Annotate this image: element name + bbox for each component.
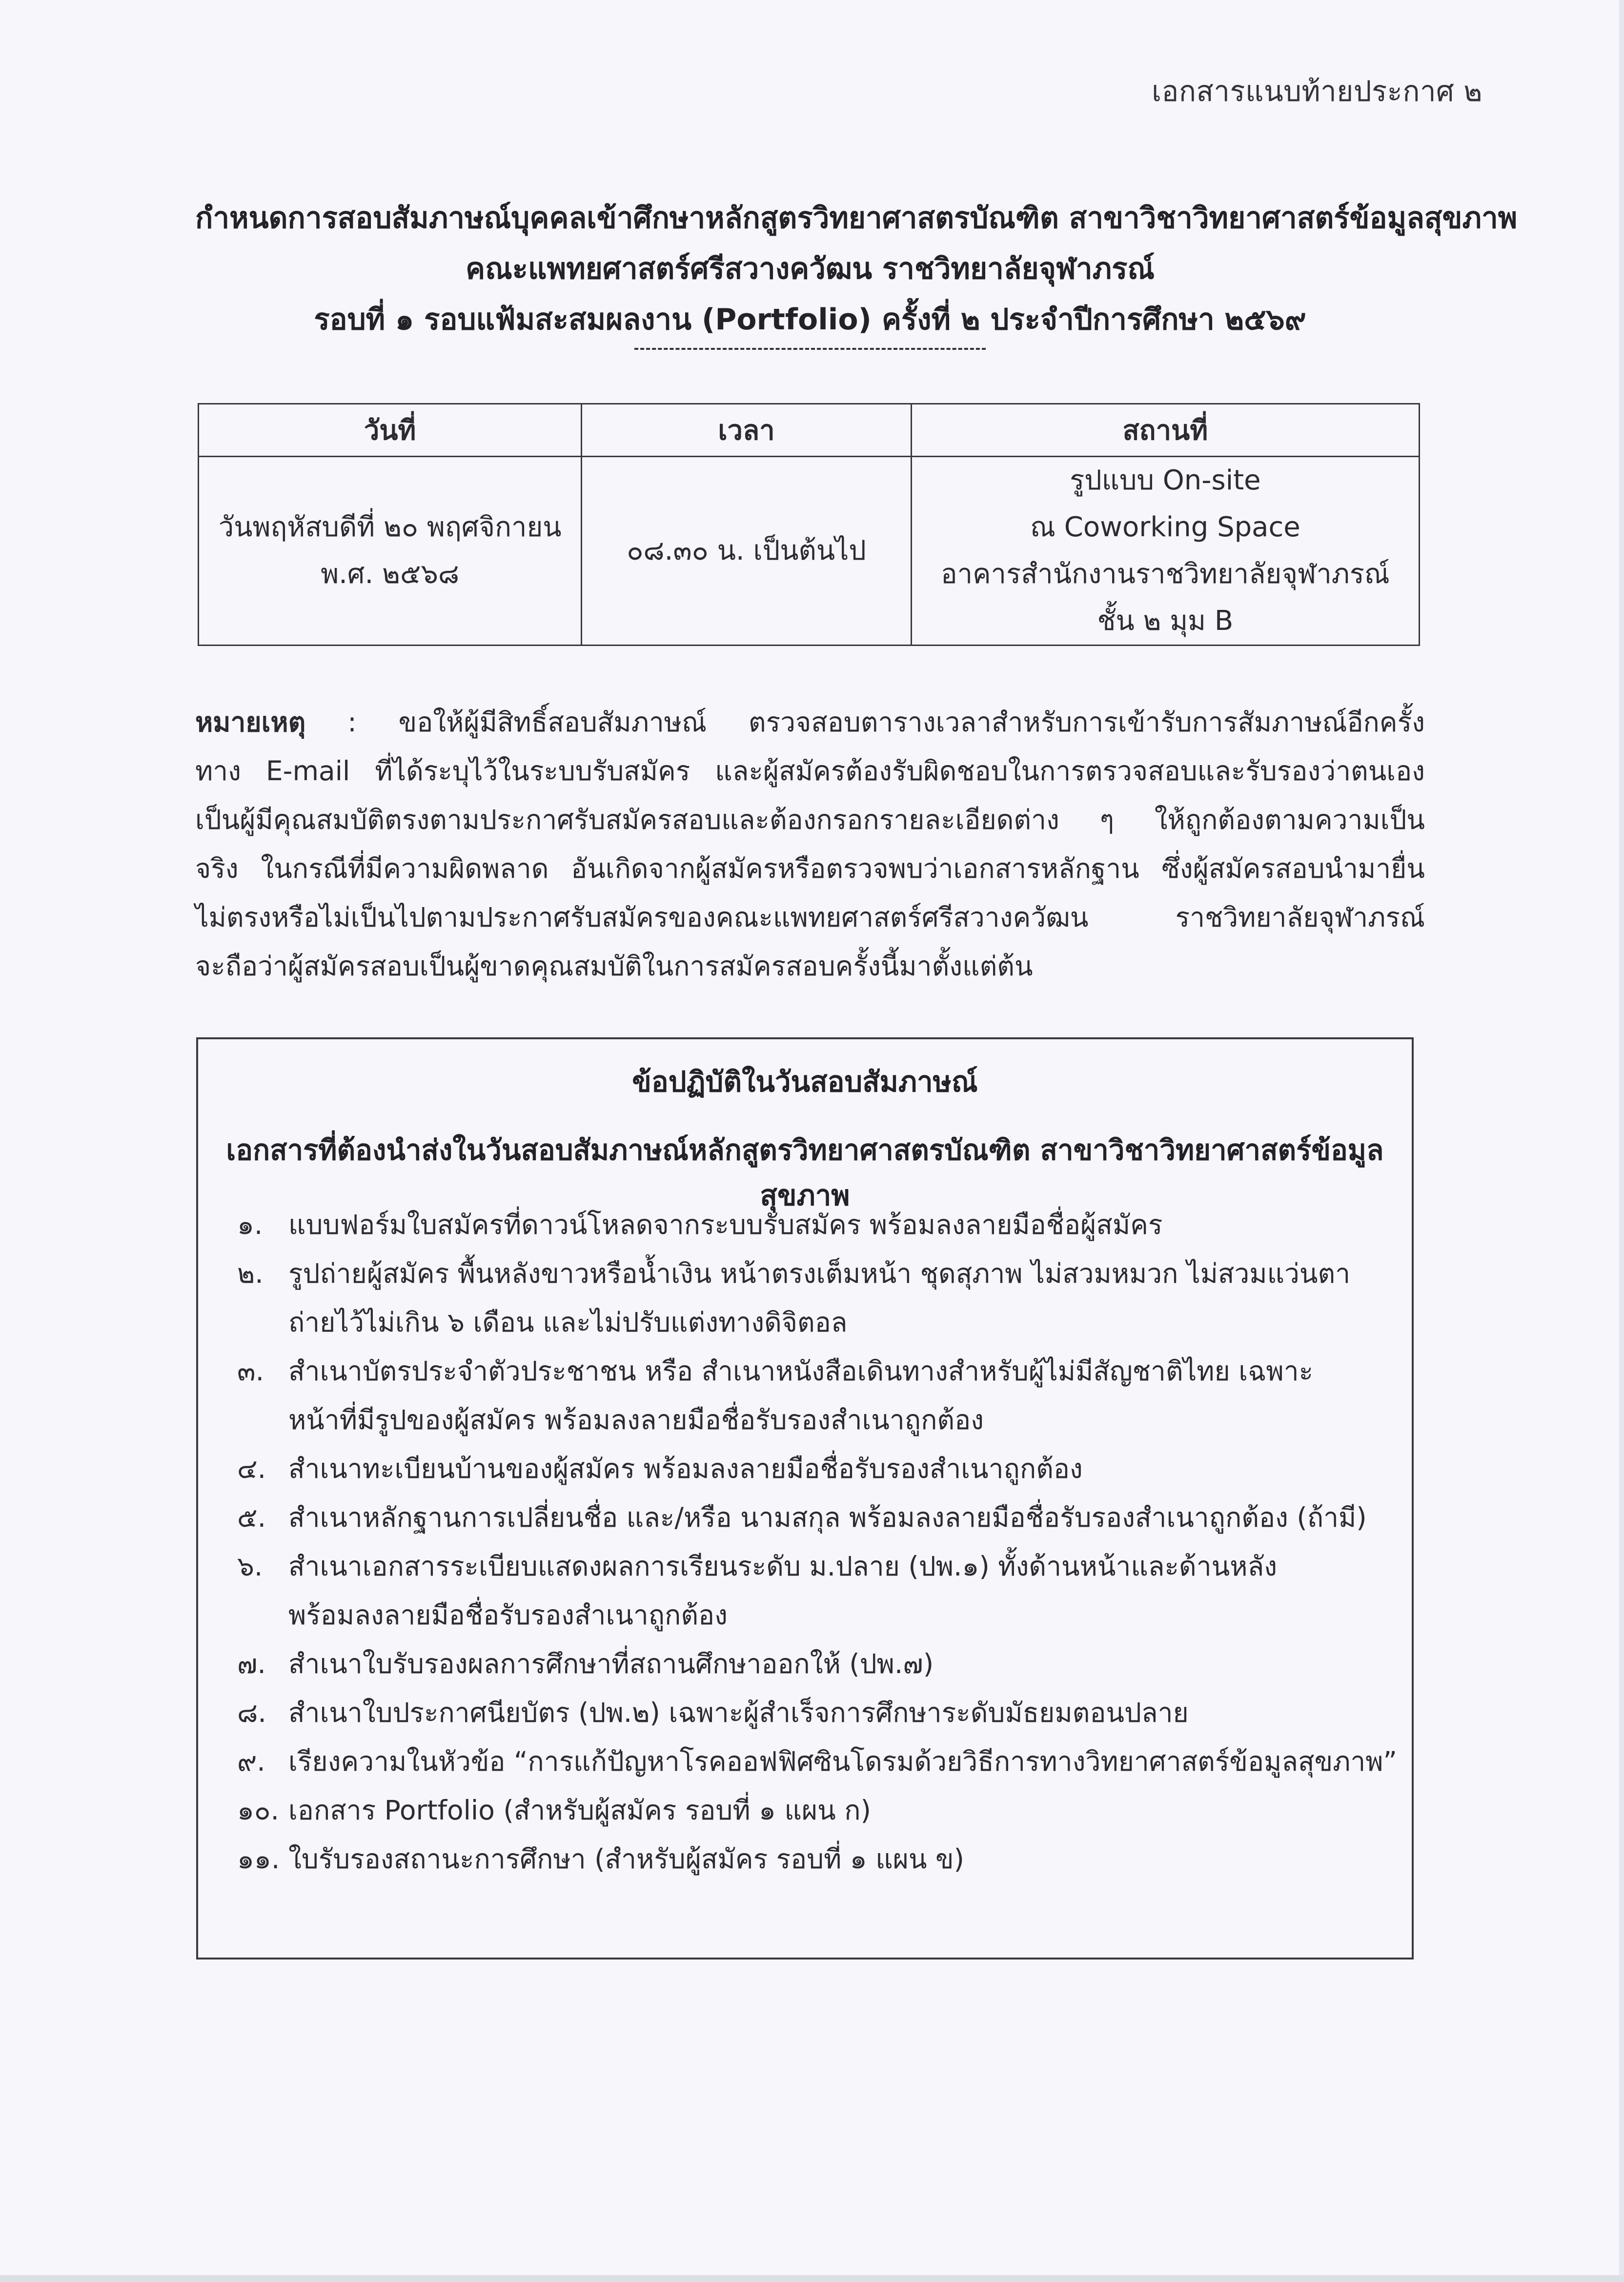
item-number: ๑๐. bbox=[237, 1795, 279, 1826]
item-number: ๑. bbox=[237, 1209, 263, 1240]
note-line-1-text: : ขอให้ผู้มีสิทธิ์สอบสัมภาษณ์ ตรวจสอบตารางเวลาสำหรับการเข้ารับการสัมภาษณ์อีกครั้ง bbox=[305, 707, 1425, 738]
documents-subheading: เอกสารที่ต้องนำส่งในวันสอบสัมภาษณ์หลักสูตรวิทยาศาสตรบัณฑิต สาขาวิชาวิทยาศาสตร์ข้อมูลสุขภาพ bbox=[226, 1133, 1384, 1212]
required-documents-list bbox=[237, 1200, 1399, 1883]
list-item bbox=[237, 1444, 1399, 1493]
date-line-2: พ.ศ. ๒๕๖๘ bbox=[321, 558, 460, 590]
item-number: ๔. bbox=[237, 1453, 266, 1484]
title-divider bbox=[634, 348, 986, 350]
document-title bbox=[195, 193, 1518, 350]
instructions-heading: ข้อปฏิบัติในวันสอบสัมภาษณ์ bbox=[632, 1065, 978, 1098]
list-item bbox=[237, 1835, 1399, 1883]
item-text-continued: พร้อมลงลายมือชื่อรับรองสำเนาถูกต้อง bbox=[288, 1599, 728, 1631]
header-venue: สถานที่ bbox=[911, 404, 1419, 457]
list-item bbox=[237, 1493, 1399, 1542]
schedule-table bbox=[198, 403, 1420, 646]
venue-line-3: อาคารสำนักงานราชวิทยาลัยจุฬาภรณ์ bbox=[941, 558, 1390, 590]
cell-time: ๐๘.๓๐ น. เป็นต้นไป bbox=[582, 457, 911, 646]
item-text: สำเนาหลักฐานการเปลี่ยนชื่อ และ/หรือ นามสกุล พร้อมลงลายมือชื่อรับรองสำเนาถูกต้อง (ถ้ามี) bbox=[288, 1502, 1367, 1533]
note-line-5: ไม่ตรงหรือไม่เป็นไปตามประกาศรับสมัครของคณะแพทยศาสตร์ศรีสวางควัฒน ราชวิทยาลัยจุฬาภรณ์ bbox=[195, 902, 1425, 933]
note-line-3: เป็นผู้มีคุณสมบัติตรงตามประกาศรับสมัครสอบและต้องกรอกรายละเอียดต่าง ๆ ให้ถูกต้องตามความเป็น bbox=[195, 804, 1425, 835]
instructions-box bbox=[196, 1037, 1414, 1959]
item-text: เอกสาร Portfolio (สำหรับผู้สมัคร รอบที่ ๑ แผน ก) bbox=[288, 1795, 871, 1826]
list-item bbox=[237, 1786, 1399, 1835]
list-item bbox=[237, 1249, 1399, 1347]
cell-venue bbox=[911, 457, 1419, 646]
venue-line-1: รูปแบบ On-site bbox=[1070, 464, 1261, 496]
venue-line-2: ณ Coworking Space bbox=[1030, 511, 1300, 543]
note-line-4: จริง ในกรณีที่มีความผิดพลาด อันเกิดจากผู้สมัครหรือตรวจพบว่าเอกสารหลักฐาน ซึ่งผู้สมัครสอบนำมายื่น bbox=[195, 853, 1425, 884]
table-row bbox=[199, 457, 1420, 646]
item-text: สำเนาใบรับรองผลการศึกษาที่สถานศึกษาออกให้ (ปพ.๗) bbox=[288, 1648, 934, 1679]
item-text: ใบรับรองสถานะการศึกษา (สำหรับผู้สมัคร รอบที่ ๑ แผน ข) bbox=[288, 1843, 965, 1875]
note-line-2: ทาง E-mail ที่ได้ระบุไว้ในระบบรับสมัคร และผู้สมัครต้องรับผิดชอบในการตรวจสอบและรับรองว่าตนเอง bbox=[195, 755, 1425, 787]
item-number: ๓. bbox=[237, 1355, 264, 1387]
list-item bbox=[237, 1347, 1399, 1444]
table-header-row bbox=[199, 404, 1420, 457]
note-label: หมายเหตุ bbox=[195, 707, 306, 738]
list-item bbox=[237, 1688, 1399, 1737]
page-bottom-edge bbox=[0, 2275, 1624, 2282]
item-text: สำเนาบัตรประจำตัวประชาชน หรือ สำเนาหนังสือเดินทางสำหรับผู้ไม่มีสัญชาติไทย เฉพาะ bbox=[288, 1355, 1314, 1387]
item-text-continued: หน้าที่มีรูปของผู้สมัคร พร้อมลงลายมือชื่อรับรองสำเนาถูกต้อง bbox=[288, 1404, 984, 1435]
note-paragraph bbox=[195, 698, 1425, 990]
item-text: รูปถ่ายผู้สมัคร พื้นหลังขาวหรือน้ำเงิน หน้าตรงเต็มหน้า ชุดสุภาพ ไม่สวมหมวก ไม่สวมแว่นตา bbox=[288, 1258, 1351, 1289]
item-text: สำเนาใบประกาศนียบัตร (ปพ.๒) เฉพาะผู้สำเร็จการศึกษาระดับมัธยมตอนปลาย bbox=[288, 1697, 1189, 1728]
attachment-label: เอกสารแนบท้ายประกาศ ๒ bbox=[1152, 75, 1482, 108]
item-number: ๗. bbox=[237, 1648, 266, 1679]
item-number: ๕. bbox=[237, 1502, 266, 1533]
header-date: วันที่ bbox=[199, 404, 582, 457]
item-text: แบบฟอร์มใบสมัครที่ดาวน์โหลดจากระบบรับสมัคร พร้อมลงลายมือชื่อผู้สมัคร bbox=[288, 1209, 1163, 1240]
item-text: สำเนาทะเบียนบ้านของผู้สมัคร พร้อมลงลายมือชื่อรับรองสำเนาถูกต้อง bbox=[288, 1453, 1083, 1484]
note-line-1 bbox=[195, 698, 1425, 747]
list-item bbox=[237, 1737, 1399, 1786]
item-text: สำเนาเอกสารระเบียบแสดงผลการเรียนระดับ ม.ปลาย (ปพ.๑) ทั้งด้านหน้าและด้านหลัง bbox=[288, 1551, 1278, 1582]
cell-date bbox=[199, 457, 582, 646]
item-number: ๘. bbox=[237, 1697, 266, 1728]
item-number: ๒. bbox=[237, 1258, 264, 1289]
item-number: ๑๑. bbox=[237, 1843, 280, 1875]
title-line-1: กำหนดการสอบสัมภาษณ์บุคคลเข้าศึกษาหลักสูตรวิทยาศาสตรบัณฑิต สาขาวิชาวิทยาศาสตร์ข้อมูลสุขภาพ bbox=[195, 201, 1518, 235]
list-item bbox=[237, 1200, 1399, 1249]
title-line-3: รอบที่ ๑ รอบแฟ้มสะสมผลงาน (Portfolio) ครั้งที่ ๒ ประจำปีการศึกษา ๒๕๖๙ bbox=[314, 303, 1306, 337]
item-number: ๙. bbox=[237, 1746, 265, 1777]
page-edge bbox=[1619, 0, 1624, 2282]
list-item bbox=[237, 1542, 1399, 1639]
item-number: ๖. bbox=[237, 1551, 263, 1582]
item-text: เรียงความในหัวข้อ “การแก้ปัญหาโรคออฟฟิศซินโดรมด้วยวิธีการทางวิทยาศาสตร์ข้อมูลสุขภาพ” bbox=[288, 1746, 1398, 1777]
header-time: เวลา bbox=[582, 404, 911, 457]
list-item bbox=[237, 1639, 1399, 1688]
title-line-2: คณะแพทยศาสตร์ศรีสวางควัฒน ราชวิทยาลัยจุฬาภรณ์ bbox=[465, 252, 1155, 286]
note-line-6: จะถือว่าผู้สมัครสอบเป็นผู้ขาดคุณสมบัติในการสมัครสอบครั้งนี้มาตั้งแต่ต้น bbox=[195, 950, 1033, 982]
item-text-continued: ถ่ายไว้ไม่เกิน ๖ เดือน และไม่ปรับแต่งทางดิจิตอล bbox=[288, 1307, 848, 1338]
venue-line-4: ชั้น ๒ มุม B bbox=[1097, 605, 1234, 637]
date-line-1: วันพฤหัสบดีที่ ๒๐ พฤศจิกายน bbox=[218, 511, 562, 543]
